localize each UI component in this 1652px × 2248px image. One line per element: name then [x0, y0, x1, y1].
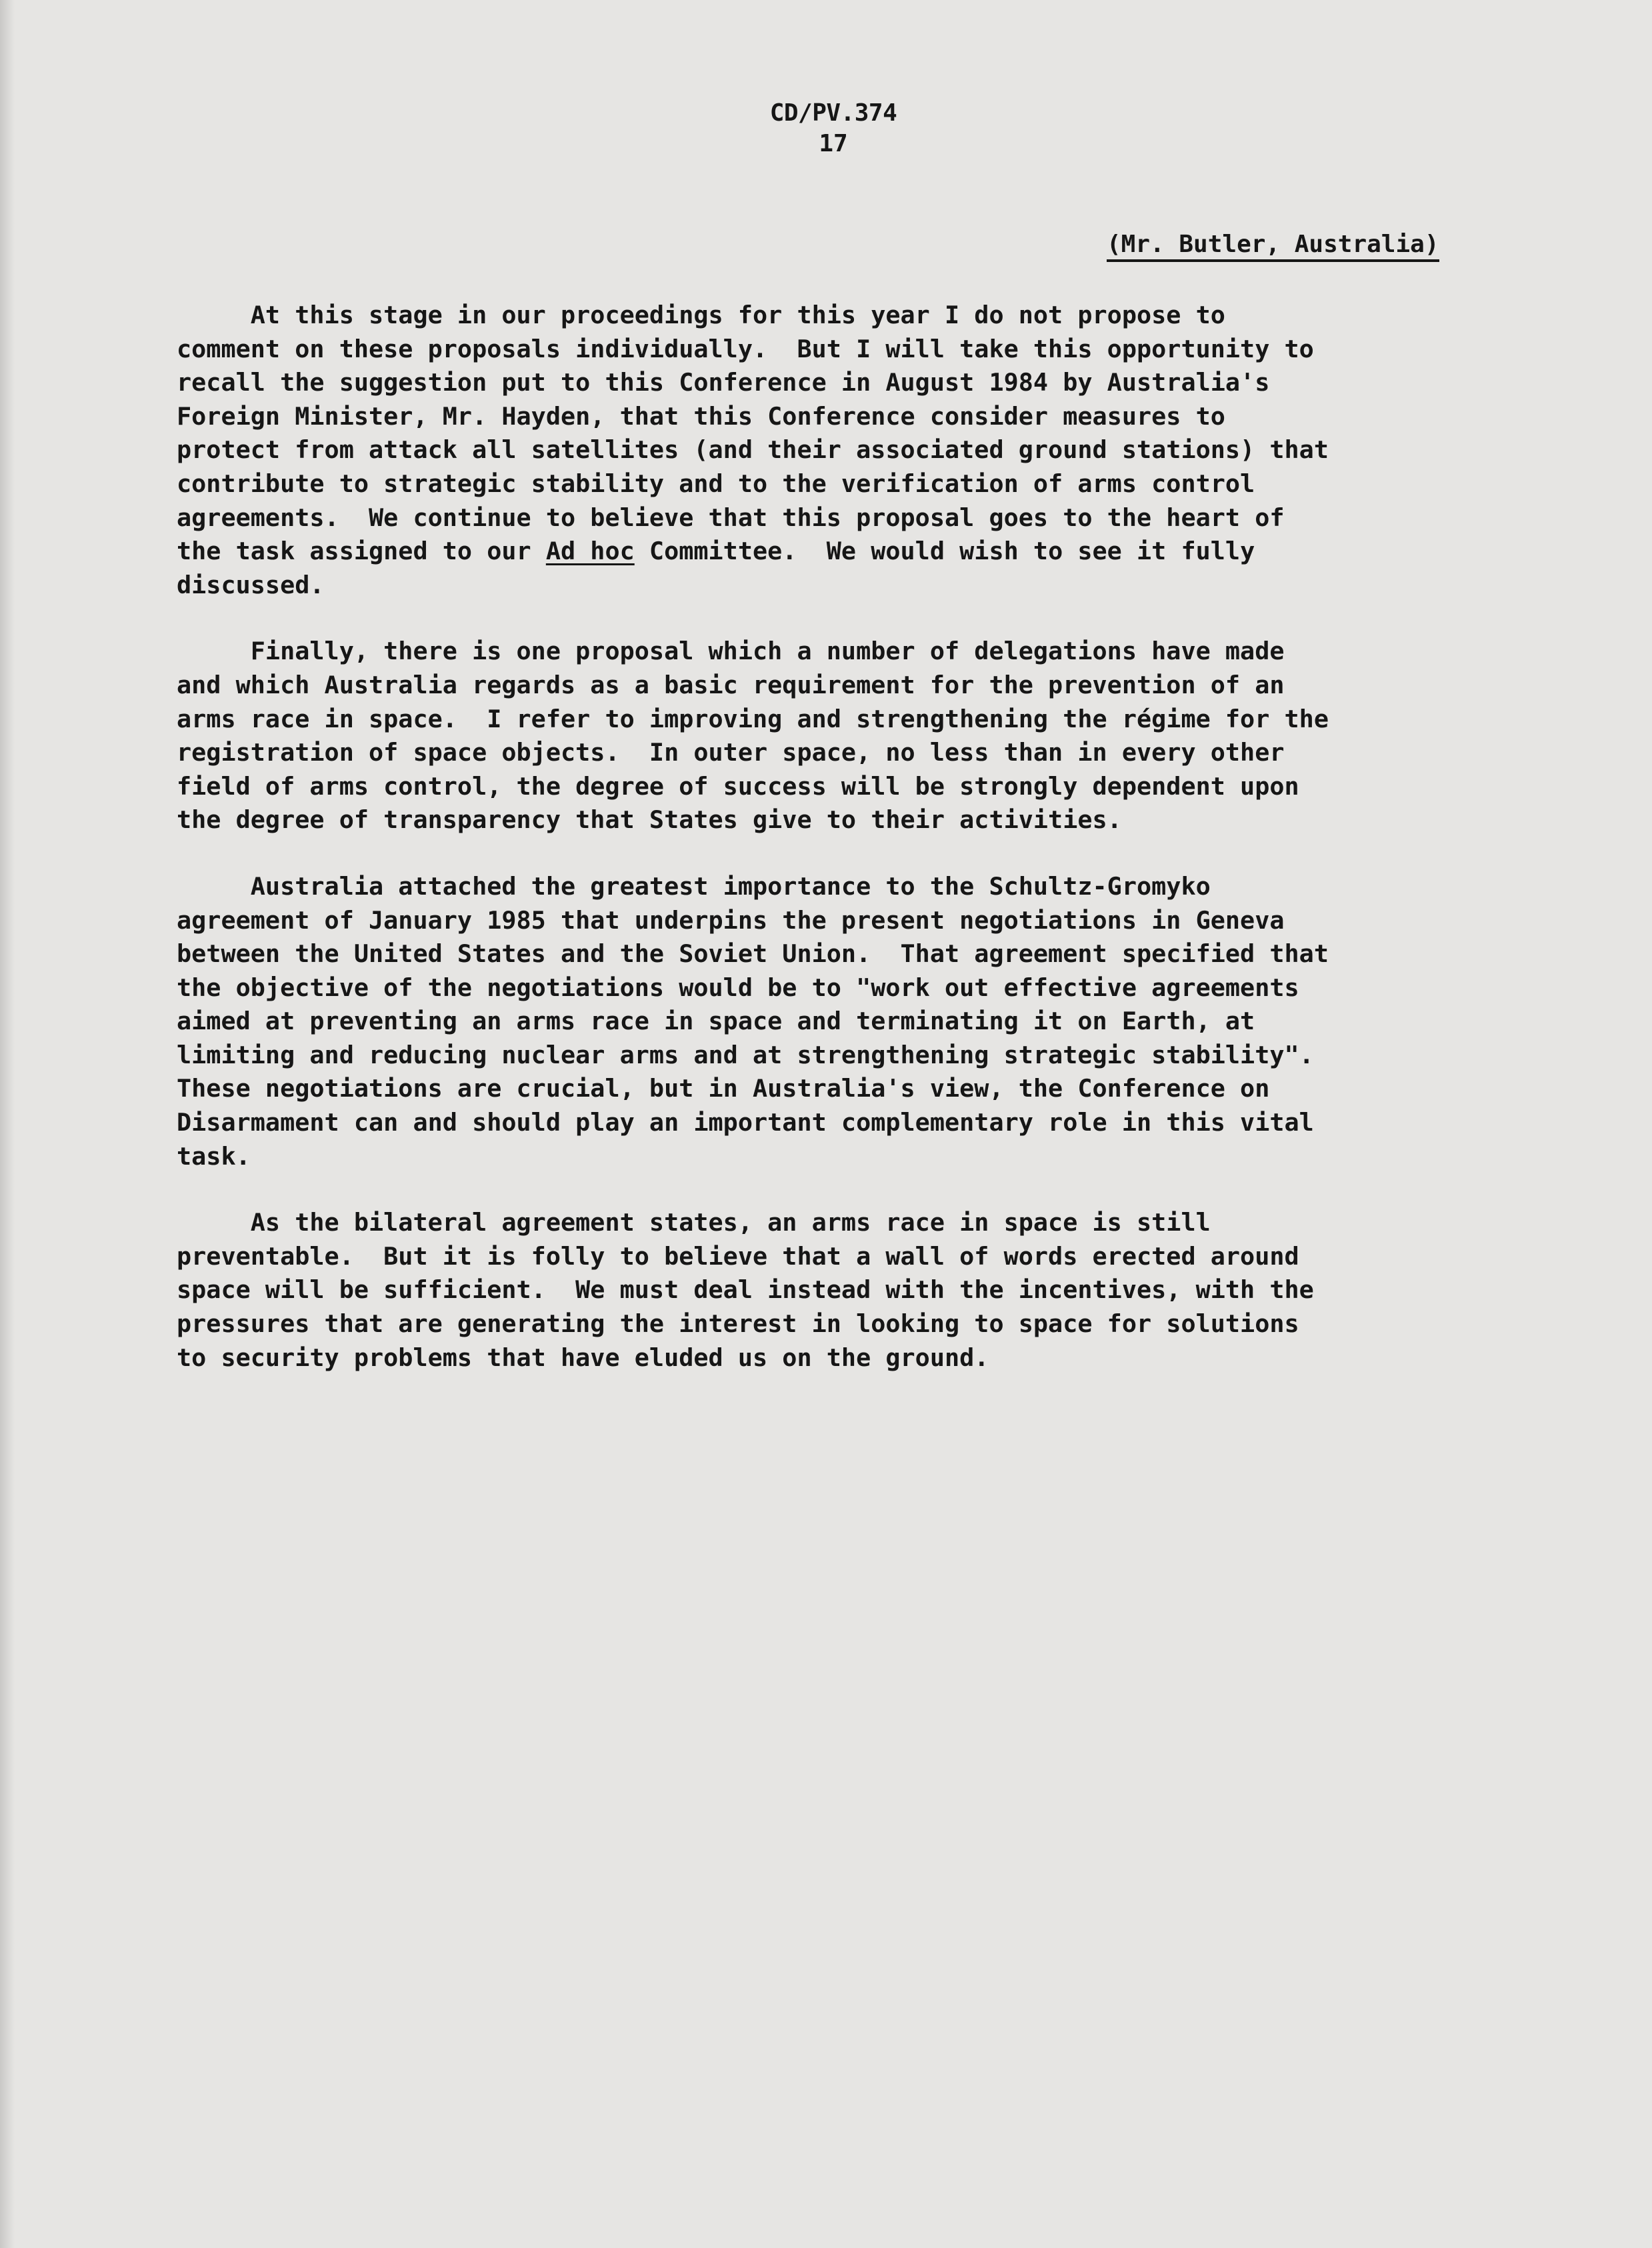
- text-line: aimed at preventing an arms race in space and terminating it on Earth, at: [177, 1007, 1255, 1036]
- text-line: contribute to strategic stability and to the verification of arms control: [177, 469, 1255, 498]
- text-line: arms race in space. I refer to improving and strengthening the régime for the: [177, 704, 1329, 733]
- text-line: registration of space objects. In outer space, no less than in every other: [177, 738, 1285, 767]
- text-line: field of arms control, the degree of success will be strongly dependent upon: [177, 771, 1299, 801]
- text-line: the degree of transparency that States give to their activities.: [177, 805, 1122, 835]
- text-line: At this stage in our proceedings for this year I do not propose to: [177, 301, 1225, 329]
- text-line: protect from attack all satellites (and their associated ground stations) that: [177, 435, 1329, 465]
- text-line: recall the suggestion put to this Conference in August 1984 by Australia's: [177, 368, 1270, 397]
- text-line: and which Australia regards as a basic requirement for the prevention of an: [177, 670, 1285, 699]
- document-symbol: CD/PV.374: [769, 99, 897, 127]
- text-line: to security problems that have eluded us on the ground.: [177, 1343, 989, 1372]
- text-line: task.: [177, 1141, 251, 1171]
- page-number: 17: [819, 130, 848, 157]
- text-line: As the bilateral agreement states, an arms race in space is still: [177, 1208, 1211, 1237]
- scan-edge-shadow: [0, 0, 15, 2248]
- text-line: comment on these proposals individually. But I will take this opportunity to: [177, 334, 1314, 363]
- text-line: pressures that are generating the interest in looking to space for solutions: [177, 1309, 1299, 1339]
- body-text: [177, 299, 1510, 1375]
- text-line: Australia attached the greatest importance to the Schultz-Gromyko: [177, 871, 1211, 901]
- text-line: agreement of January 1985 that underpins the present negotiations in Geneva: [177, 905, 1285, 935]
- speaker-attribution: [1107, 229, 1439, 262]
- paragraph-2: [177, 635, 1510, 837]
- text-line: discussed.: [177, 570, 325, 599]
- text-line-with-term: [177, 535, 1510, 569]
- paragraph-1: [177, 299, 1510, 602]
- text-line: space will be sufficient. We must deal instead with the incentives, with the: [177, 1275, 1314, 1305]
- text-line: between the United States and the Soviet Union. That agreement specified that: [177, 939, 1329, 969]
- text-line: These negotiations are crucial, but in Australia's view, the Conference on: [177, 1074, 1270, 1103]
- text-line: Disarmament can and should play an important complementary role in this vital: [177, 1108, 1314, 1137]
- text-segment: Committee. We would wish to see it fully: [634, 537, 1255, 566]
- paragraph-4: [177, 1206, 1510, 1375]
- speaker-label: (Mr. Butler, Australia): [1107, 231, 1439, 262]
- text-line: Foreign Minister, Mr. Hayden, that this Conference consider measures to: [177, 401, 1225, 431]
- text-line: agreements. We continue to believe that this proposal goes to the heart of: [177, 503, 1285, 532]
- text-line: limiting and reducing nuclear arms and at strengthening strategic stability".: [177, 1040, 1314, 1069]
- text-segment: the task assigned to our: [177, 537, 546, 566]
- text-line: the objective of the negotiations would be to "work out effective agreements: [177, 973, 1299, 1002]
- text-line: Finally, there is one proposal which a number of delegations have made: [177, 637, 1285, 666]
- text-line: preventable. But it is folly to believe that a wall of words erected around: [177, 1241, 1299, 1271]
- underlined-term: Ad hoc: [545, 537, 635, 566]
- paragraph-3: [177, 870, 1510, 1173]
